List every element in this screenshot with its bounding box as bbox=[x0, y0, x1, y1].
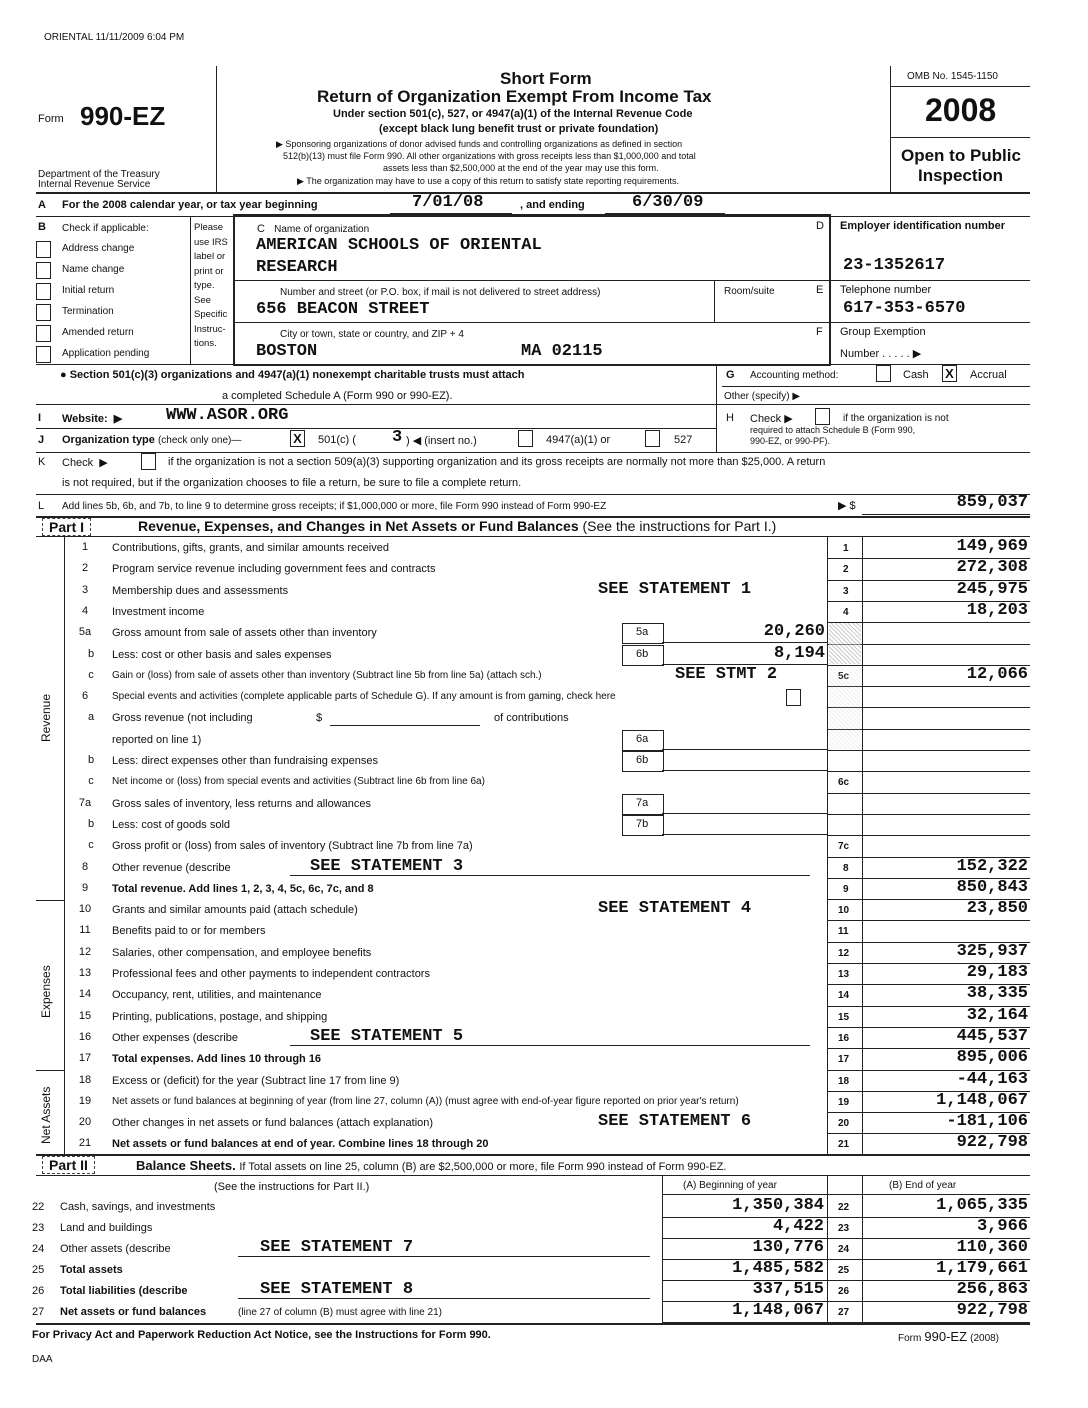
k-text-1: if the organization is not a section 509(a)(3) supporting organization and its gross receipts are normally not more than $25,000. A return bbox=[168, 456, 826, 468]
row-number: 22 bbox=[32, 1201, 45, 1213]
b-item-label: Address change bbox=[62, 243, 135, 254]
label-instruction-text: Specific bbox=[194, 309, 228, 320]
inner-amount-line bbox=[662, 770, 827, 771]
row-box-number: 27 bbox=[838, 1307, 850, 1318]
row-description: Land and buildings bbox=[60, 1222, 153, 1234]
section-b-label: B bbox=[38, 221, 46, 233]
column-a-header: (A) Beginning of year bbox=[683, 1180, 777, 1191]
h-text-1: if the organization is not bbox=[843, 413, 949, 424]
line-box-number: 4 bbox=[843, 606, 849, 618]
part-1-label: Part I bbox=[42, 518, 91, 536]
line-amount: 325,937 bbox=[956, 941, 1028, 961]
line-number: 15 bbox=[78, 1009, 92, 1022]
line-description: Net assets or fund balances at beginning of year (from line 27, column (A)) (must agree with end-of-year figure reported on prior year's return) bbox=[112, 1095, 739, 1107]
row-divider bbox=[827, 793, 1030, 794]
line-l-dollar: ▶ $ bbox=[838, 500, 856, 512]
line-number: 18 bbox=[78, 1073, 92, 1086]
line-number: 12 bbox=[78, 945, 92, 958]
line-number: 4 bbox=[81, 604, 89, 617]
line-number: 17 bbox=[78, 1052, 92, 1065]
part-1-title: Revenue, Expenses, and Changes in Net Assets or Fund Balances (See the instructions for Part I.) bbox=[138, 518, 777, 534]
line-number: 20 bbox=[78, 1116, 92, 1129]
line-l-text: Add lines 5b, 6b, and 7b, to line 9 to determine gross receipts; if $1,000,000 or more, file Form 990 instead of Form 990-EZ bbox=[62, 501, 607, 512]
line-number: a bbox=[87, 711, 95, 724]
checkbox-5[interactable] bbox=[36, 346, 51, 363]
line-box-number: 7c bbox=[838, 841, 850, 853]
row-description: Net assets or fund balances bbox=[60, 1306, 207, 1318]
line-number: 16 bbox=[78, 1030, 92, 1043]
inner-amount: 20,260 bbox=[763, 622, 825, 642]
line-box-number: 2 bbox=[843, 564, 849, 576]
line-number: 19 bbox=[78, 1094, 92, 1107]
line-box-number: 9 bbox=[843, 883, 849, 895]
accounting-method-label: Accounting method: bbox=[750, 370, 839, 381]
expenses-side-label: Expenses bbox=[39, 965, 53, 1018]
accrual-label: Accrual bbox=[970, 369, 1007, 381]
cash-checkbox[interactable] bbox=[876, 365, 891, 382]
line-amount: 18,203 bbox=[966, 600, 1028, 620]
organization-name-1: AMERICAN SCHOOLS OF ORIENTAL bbox=[256, 236, 542, 255]
row-box-number: 23 bbox=[838, 1223, 850, 1234]
omb-number: OMB No. 1545-1150 bbox=[907, 71, 998, 82]
beginning-of-year-amount: 337,515 bbox=[752, 1280, 824, 1299]
line-box-number: 11 bbox=[838, 926, 849, 938]
line-description: Gain or (loss) from sale of assets other than inventory (Subtract line 5b from line 5a) (attach sch.) bbox=[112, 669, 542, 681]
inner-box-number: 7a bbox=[636, 796, 649, 809]
website-value: WWW.ASOR.ORG bbox=[166, 406, 289, 425]
column-b-header: (B) End of year bbox=[889, 1180, 957, 1191]
open-to-public: Open to Public bbox=[901, 146, 1021, 165]
k-text-2: is not required, but if the organization chooses to file a return, be sure to file a complete return. bbox=[62, 477, 522, 489]
row-note: (line 27 of column (B) must agree with line 21) bbox=[238, 1307, 442, 1318]
line-amount: -181,106 bbox=[946, 1112, 1028, 1132]
note-line-1: ▶ Sponsoring organizations of donor advised funds and controlling organizations as defined in section bbox=[276, 139, 683, 149]
street-label: Number and street (or P.O. box, if mail is not delivered to street address) bbox=[280, 287, 601, 298]
row-number: 23 bbox=[32, 1222, 45, 1234]
line-amount: 23,850 bbox=[966, 899, 1028, 919]
row-description: Cash, savings, and investments bbox=[60, 1201, 216, 1213]
section-c-label-row: C Name of organization bbox=[257, 223, 370, 235]
describe-line bbox=[290, 875, 810, 876]
schedule-a-note-1: ● Section 501(c)(3) organizations and 4947(a)(1) nonexempt charitable trusts must attach bbox=[60, 369, 525, 381]
line-description: Investment income bbox=[112, 605, 205, 618]
inner-amount: 8,194 bbox=[773, 643, 825, 663]
line-number: 3 bbox=[81, 583, 89, 596]
privacy-notice: For Privacy Act and Paperwork Reduction Act Notice, see the Instructions for Form 990. bbox=[32, 1329, 491, 1341]
section-d-label: D bbox=[816, 220, 824, 232]
beginning-of-year-amount: 1,148,067 bbox=[732, 1301, 824, 1320]
line-number: 9 bbox=[81, 881, 89, 894]
daa-label: DAA bbox=[32, 1354, 53, 1365]
h-text-2: required to attach Schedule B (Form 990, bbox=[750, 425, 916, 435]
line-box-number: 6c bbox=[838, 777, 850, 789]
b-item-label: Amended return bbox=[62, 327, 134, 338]
line-description: Gross sales of inventory, less returns and allowances bbox=[112, 797, 372, 810]
inner-box-number: 6b bbox=[636, 647, 649, 660]
room-suite-label: Room/suite bbox=[724, 286, 775, 297]
header-divider-right bbox=[890, 66, 891, 192]
dollar-sign: $ bbox=[316, 712, 323, 725]
organization-name-2: RESEARCH bbox=[256, 258, 338, 277]
line-description: Benefits paid to or for members bbox=[112, 925, 266, 938]
line-l-label: L bbox=[38, 500, 45, 512]
line-amount: 12,066 bbox=[966, 664, 1028, 684]
org-type-label: Organization type (check only one)— bbox=[62, 434, 242, 446]
dept-irs: Internal Revenue Service bbox=[38, 179, 151, 190]
inner-box-number: 6a bbox=[636, 732, 649, 745]
line-number: 2 bbox=[81, 562, 89, 575]
group-exemption-title: Group Exemption bbox=[840, 326, 926, 338]
k-check-label: Check ▶ bbox=[62, 457, 108, 469]
line-number: 14 bbox=[78, 988, 92, 1001]
label-instruction-text: Instruc- bbox=[194, 323, 226, 335]
line-description: Program service revenue including government fees and contracts bbox=[112, 563, 436, 576]
line-number: 1 bbox=[81, 541, 89, 553]
row-divider bbox=[827, 750, 1030, 751]
checkbox-4[interactable] bbox=[36, 325, 51, 342]
beginning-of-year-amount: 1,485,582 bbox=[732, 1259, 824, 1278]
checkbox-2[interactable] bbox=[36, 283, 51, 300]
line-box-number: 18 bbox=[838, 1075, 850, 1087]
row-number: 25 bbox=[32, 1264, 45, 1276]
line-description: Gross revenue (not including bbox=[112, 712, 253, 725]
title-short-form: Short Form bbox=[500, 69, 592, 88]
line-box-number: 10 bbox=[838, 905, 850, 917]
check-if-applicable: Check if applicable: bbox=[62, 223, 149, 234]
inner-box-number: 6b bbox=[636, 754, 649, 766]
gross-receipts-amount: 859,037 bbox=[956, 493, 1028, 512]
footer-form-label: Form 990-EZ (2008) bbox=[898, 1329, 1000, 1344]
part-2-label: Part II bbox=[42, 1156, 95, 1174]
state-zip: MA 02115 bbox=[521, 342, 603, 361]
line-amount: 32,164 bbox=[966, 1005, 1028, 1025]
street-address: 656 BEACON STREET bbox=[256, 300, 430, 319]
section-e-label: E bbox=[816, 284, 824, 296]
line-number: b bbox=[87, 817, 95, 830]
line-amount: 445,537 bbox=[956, 1026, 1028, 1046]
line-description: Total revenue. Add lines 1, 2, 3, 4, 5c, 6c, 7c, and 8 bbox=[112, 882, 374, 895]
line-number: 6 bbox=[81, 690, 89, 703]
line-box-number: 1 bbox=[843, 543, 849, 554]
row-divider bbox=[827, 920, 1030, 921]
and-ending-label: , and ending bbox=[520, 199, 585, 211]
line-box-number: 20 bbox=[838, 1118, 850, 1130]
line-amount: 922,798 bbox=[956, 1133, 1028, 1153]
line-amount: 895,006 bbox=[956, 1048, 1028, 1068]
line-number: 8 bbox=[81, 860, 89, 873]
cash-label: Cash bbox=[903, 369, 929, 381]
h-check-label: Check ▶ bbox=[750, 413, 793, 425]
line-box-number: 13 bbox=[838, 969, 850, 980]
line-a-text: For the 2008 calendar year, or tax year beginning bbox=[62, 199, 318, 211]
501c-label: 501(c) ( bbox=[318, 434, 356, 446]
checkbox-1[interactable] bbox=[36, 262, 51, 279]
statement-reference: SEE STMT 2 bbox=[675, 664, 778, 684]
schedule-a-note-2: a completed Schedule A (Form 990 or 990-EZ). bbox=[222, 390, 453, 402]
section-g-label: G bbox=[726, 369, 735, 381]
4947-checkbox[interactable] bbox=[518, 430, 533, 447]
line-number: b bbox=[87, 647, 95, 660]
end-of-year-amount: 1,065,335 bbox=[936, 1196, 1028, 1215]
line-amount: 245,975 bbox=[956, 579, 1028, 599]
row-box-number: 24 bbox=[838, 1244, 850, 1255]
part-2-title: Balance Sheets. If Total assets on line 25, column (B) are $2,500,000 or more, file Form 990 instead of Form 990-EZ. bbox=[136, 1158, 727, 1173]
b-item-label: Initial return bbox=[62, 285, 115, 296]
509a3-checkbox[interactable] bbox=[141, 453, 156, 470]
note-line-2: 512(b)(13) must file Form 990. All other organizations with gross receipts less than $1,000,000 and total bbox=[283, 151, 696, 161]
line-description: Gross amount from sale of assets other than inventory bbox=[112, 627, 377, 640]
inner-amount-line bbox=[662, 749, 827, 750]
line-description: Other revenue (describe bbox=[112, 861, 231, 874]
line-number: 7a bbox=[78, 796, 92, 809]
line-description: Net income or (loss) from special events and activities (Subtract line 6b from line 6a) bbox=[112, 776, 485, 788]
line-description: Grants and similar amounts paid (attach schedule) bbox=[112, 904, 358, 917]
label-instruction-text: Please bbox=[194, 222, 224, 233]
row-description: Total assets bbox=[60, 1264, 123, 1276]
header-divider-left bbox=[216, 66, 217, 192]
line-amount: 272,308 bbox=[956, 558, 1028, 578]
line-box-number: 19 bbox=[838, 1096, 850, 1108]
label-instruction-text: See bbox=[194, 294, 211, 306]
checkbox-3[interactable] bbox=[36, 304, 51, 321]
line-amount: -44,163 bbox=[956, 1069, 1028, 1089]
inner-box-number: 5a bbox=[636, 626, 649, 639]
telephone-value: 617-353-6570 bbox=[843, 299, 966, 318]
line-description: Gross profit or (loss) from sales of inventory (Subtract line 7b from line 7a) bbox=[112, 840, 473, 853]
inner-amount-line bbox=[662, 813, 827, 814]
other-specify-label: Other (specify) ▶ bbox=[724, 391, 801, 402]
title-return: Return of Organization Exempt From Income Tax bbox=[317, 87, 712, 106]
line-description: Contributions, gifts, grants, and similar amounts received bbox=[112, 542, 389, 554]
label-instruction-text: type. bbox=[194, 280, 215, 291]
line-box-number: 21 bbox=[838, 1139, 850, 1151]
part-2-instructions: (See the instructions for Part II.) bbox=[214, 1181, 370, 1193]
describe-line bbox=[290, 1045, 810, 1046]
line-box-number: 8 bbox=[843, 862, 849, 874]
b-item-label: Application pending bbox=[62, 348, 150, 359]
end-of-year-amount: 110,360 bbox=[956, 1238, 1028, 1257]
527-checkbox[interactable] bbox=[645, 430, 660, 447]
line-amount: 149,969 bbox=[956, 537, 1028, 556]
note-line-3: assets less than $2,500,000 at the end of the year may use this form. bbox=[383, 163, 659, 173]
line-number: 13 bbox=[78, 967, 92, 979]
527-label: 527 bbox=[674, 434, 693, 446]
group-number-label: Number . . . . . ▶ bbox=[840, 348, 922, 360]
accrual-checkbox[interactable]: X bbox=[942, 365, 957, 382]
line-number: 21 bbox=[78, 1137, 92, 1150]
row-box-number: 22 bbox=[838, 1202, 850, 1213]
h-text-3: 990-EZ, or 990-PF). bbox=[750, 436, 831, 446]
insert-no-label: ) ◀ (insert no.) bbox=[406, 435, 477, 447]
statement-reference: SEE STATEMENT 6 bbox=[598, 1112, 752, 1132]
4947-label: 4947(a)(1) or bbox=[546, 434, 611, 446]
line-description: Membership dues and assessments bbox=[112, 584, 289, 597]
city: BOSTON bbox=[256, 342, 318, 361]
inner-box-number: 7b bbox=[636, 817, 649, 830]
line-description: Total expenses. Add lines 10 through 16 bbox=[112, 1053, 322, 1066]
section-f-label: F bbox=[816, 326, 823, 338]
line-description: Special events and activities (complete applicable parts of Schedule G). If any amount is from gaming, check here bbox=[112, 691, 616, 703]
gaming-checkbox[interactable] bbox=[786, 689, 801, 706]
statement-reference: SEE STATEMENT 3 bbox=[310, 856, 464, 876]
end-of-year-amount: 3,966 bbox=[976, 1217, 1028, 1236]
line-k-label: K bbox=[38, 456, 46, 468]
line-description: Printing, publications, postage, and shipping bbox=[112, 1010, 328, 1023]
row-box-number: 25 bbox=[838, 1265, 850, 1276]
row-number: 26 bbox=[32, 1285, 45, 1297]
tax-year: 2008 bbox=[925, 92, 997, 128]
line-description: Less: cost of goods sold bbox=[112, 818, 231, 831]
label-instruction-text: use IRS bbox=[194, 236, 228, 248]
line-description: Net assets or fund balances at end of year. Combine lines 18 through 20 bbox=[112, 1138, 489, 1151]
line-number: 11 bbox=[79, 924, 91, 937]
line-number: c bbox=[88, 668, 94, 681]
describe-line bbox=[238, 1298, 650, 1299]
row-description: Other assets (describe bbox=[60, 1243, 171, 1255]
telephone-title: Telephone number bbox=[840, 284, 932, 296]
line-amount: 1,148,067 bbox=[936, 1090, 1028, 1110]
row-divider bbox=[827, 771, 1030, 772]
section-h-label: H bbox=[726, 412, 734, 424]
revenue-side-label: Revenue bbox=[39, 693, 53, 742]
statement-reference: SEE STATEMENT 8 bbox=[260, 1280, 414, 1299]
label-instruction-text: label or bbox=[194, 251, 226, 262]
line-box-number: 12 bbox=[838, 947, 850, 959]
line-box-number: 16 bbox=[838, 1032, 850, 1044]
of-contributions: of contributions bbox=[494, 712, 569, 725]
shaded-cell bbox=[829, 666, 861, 749]
end-of-year-amount: 256,863 bbox=[956, 1280, 1028, 1299]
subtitle-except: (except black lung benefit trust or private foundation) bbox=[379, 123, 659, 135]
tax-year-begin: 7/01/08 bbox=[412, 193, 484, 212]
city-label: City or town, state or country, and ZIP + 4 bbox=[280, 329, 464, 340]
schedule-b-checkbox[interactable] bbox=[815, 408, 830, 425]
line-number: 10 bbox=[78, 903, 92, 916]
row-number: 24 bbox=[32, 1243, 45, 1255]
line-amount: 29,183 bbox=[966, 963, 1028, 982]
statement-reference: SEE STATEMENT 4 bbox=[598, 899, 752, 919]
line-description: Salaries, other compensation, and employee benefits bbox=[112, 946, 372, 959]
row-divider bbox=[827, 814, 1030, 815]
label-instruction-text: tions. bbox=[194, 338, 217, 349]
row-divider bbox=[827, 835, 1030, 836]
line-a-label: A bbox=[38, 199, 46, 211]
subtitle-sections: Under section 501(c), 527, or 4947(a)(1) of the Internal Revenue Code bbox=[333, 108, 693, 120]
contribution-blank[interactable] bbox=[330, 725, 480, 726]
501c-checkbox[interactable]: X bbox=[290, 430, 305, 447]
line-description: reported on line 1) bbox=[112, 733, 202, 746]
print-stamp: ORIENTAL 11/11/2009 6:04 PM bbox=[44, 32, 185, 43]
line-description: Occupancy, rent, utilities, and maintenance bbox=[112, 989, 322, 1002]
beginning-of-year-amount: 4,422 bbox=[772, 1217, 824, 1236]
line-number: 5a bbox=[78, 626, 92, 639]
beginning-of-year-amount: 1,350,384 bbox=[732, 1196, 824, 1215]
line-j-label: J bbox=[38, 434, 45, 446]
label-instruction-text: print or bbox=[194, 265, 224, 277]
net-assets-side-label: Net Assets bbox=[39, 1086, 53, 1144]
website-label: Website: ▶ bbox=[62, 413, 123, 425]
b-item-label: Termination bbox=[62, 306, 114, 317]
statement-reference: SEE STATEMENT 1 bbox=[598, 579, 752, 599]
end-of-year-amount: 1,179,661 bbox=[936, 1259, 1028, 1278]
line-description: Other expenses (describe bbox=[112, 1031, 238, 1044]
line-number: c bbox=[88, 775, 94, 788]
line-box-number: 5c bbox=[838, 670, 850, 682]
describe-line bbox=[238, 1256, 650, 1257]
end-of-year-amount: 922,798 bbox=[956, 1301, 1028, 1320]
statement-reference: SEE STATEMENT 5 bbox=[310, 1026, 464, 1046]
inner-amount-line bbox=[662, 834, 827, 835]
line-description: Less: direct expenses other than fundraising expenses bbox=[112, 755, 378, 767]
note-line-4: ▶ The organization may have to use a copy of this return to satisfy state reporting requirements. bbox=[297, 176, 679, 186]
line-amount: 38,335 bbox=[966, 984, 1028, 1004]
checkbox-0[interactable] bbox=[36, 241, 51, 258]
line-description: Professional fees and other payments to independent contractors bbox=[112, 968, 430, 980]
line-number: b bbox=[87, 754, 95, 766]
ein-value: 23-1352617 bbox=[843, 256, 946, 275]
501c-number: 3 bbox=[392, 428, 403, 447]
line-box-number: 15 bbox=[838, 1011, 850, 1023]
b-item-label: Name change bbox=[62, 264, 125, 275]
line-description: Less: cost or other basis and sales expenses bbox=[112, 648, 332, 661]
row-description: Total liabilities (describe bbox=[60, 1285, 188, 1297]
line-box-number: 17 bbox=[838, 1054, 850, 1066]
inspection: Inspection bbox=[918, 166, 1004, 185]
form-number: 990-EZ bbox=[80, 101, 166, 131]
line-box-number: 3 bbox=[843, 585, 849, 597]
statement-reference: SEE STATEMENT 7 bbox=[260, 1238, 414, 1257]
line-box-number: 14 bbox=[838, 990, 850, 1002]
line-amount: 850,843 bbox=[956, 877, 1028, 897]
beginning-of-year-amount: 130,776 bbox=[752, 1238, 824, 1257]
tax-year-end: 6/30/09 bbox=[632, 193, 704, 212]
line-description: Excess or (deficit) for the year (Subtract line 17 from line 9) bbox=[112, 1074, 400, 1087]
line-amount: 152,322 bbox=[956, 856, 1028, 876]
row-box-number: 26 bbox=[838, 1286, 850, 1297]
line-number: c bbox=[88, 839, 94, 852]
line-i-label: I bbox=[38, 412, 42, 424]
dept-treasury: Department of the Treasury bbox=[38, 169, 160, 180]
shaded-cell bbox=[829, 623, 861, 664]
form-prefix: Form bbox=[38, 113, 64, 125]
line-description: Other changes in net assets or fund balances (attach explanation) bbox=[112, 1117, 434, 1130]
ein-title: Employer identification number bbox=[840, 220, 1006, 232]
row-number: 27 bbox=[32, 1306, 45, 1318]
